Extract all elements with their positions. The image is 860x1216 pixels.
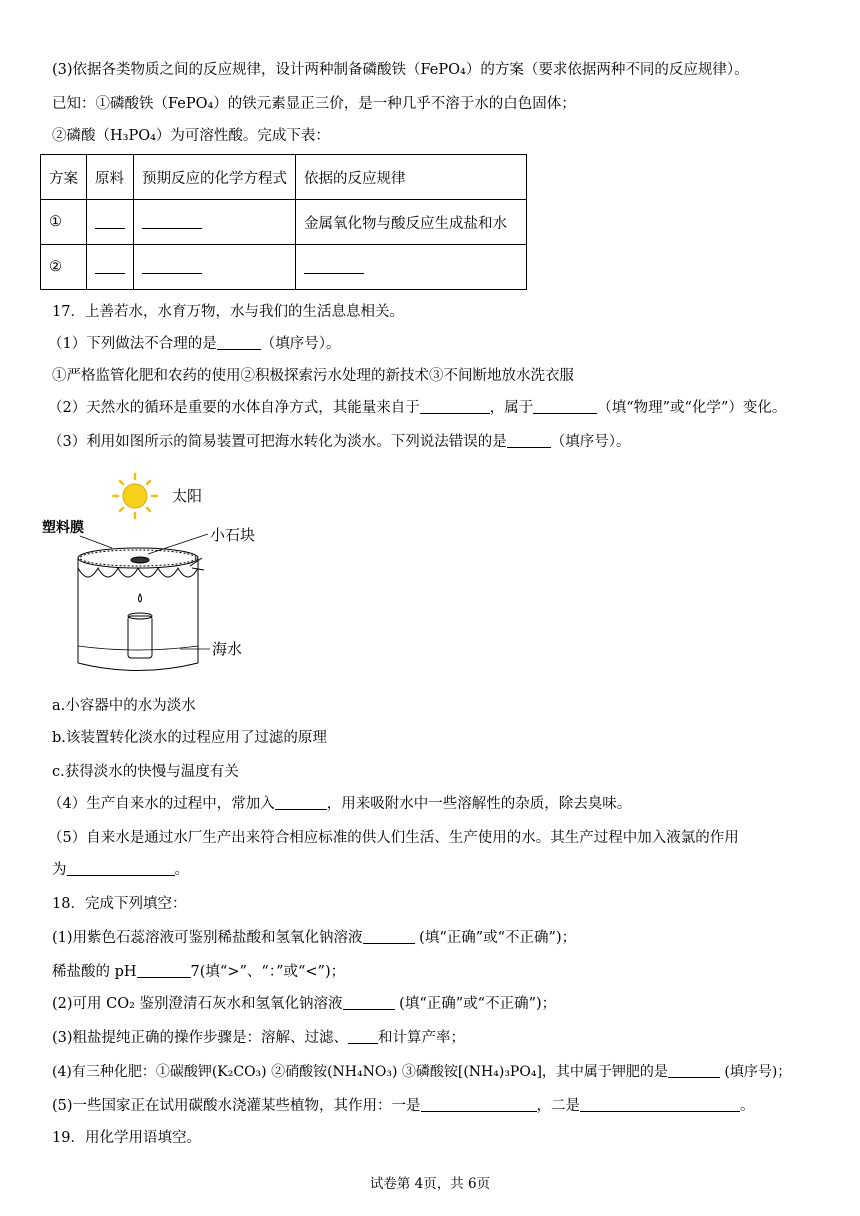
table-header-cell: 预期反应的化学方程式: [134, 155, 296, 200]
answer-blank[interactable]: [275, 795, 327, 810]
q18-part5-suffix: 。: [740, 1098, 755, 1114]
q17-part2-text: （2）天然水的循环是重要的水体自净方式，其能量来自于: [48, 400, 420, 416]
q18-part5: [52, 1096, 755, 1116]
q16-known-1: 已知：①磷酸铁（FePO₄）的铁元素显正三价，是一种几乎不溶于水的白色固体；: [52, 96, 576, 112]
table-cell-equation[interactable]: [134, 245, 296, 290]
sun-icon: [113, 474, 157, 518]
q17-title: 17．上善若水，水育万物，水与我们的生活息息相关。: [52, 304, 404, 320]
q17-part5-prefix: 为: [52, 862, 67, 878]
answer-blank[interactable]: [363, 929, 415, 944]
q17-part3: [48, 432, 630, 452]
q18-part3: [52, 1028, 465, 1048]
q18-ph-text: 稀盐酸的 pH: [52, 964, 137, 980]
q18-part1-ph: [52, 962, 345, 982]
q17-part1: [48, 334, 340, 354]
page-footer: 试卷第 4页，共 6页: [369, 1176, 491, 1192]
q17-part4: [48, 794, 631, 814]
q18-title: 18．完成下列填空：: [52, 896, 187, 912]
answer-blank[interactable]: [67, 861, 175, 876]
q18-part5-mid: ，二是: [536, 1098, 581, 1114]
scheme-table: [40, 154, 527, 290]
table-cell-material[interactable]: [87, 245, 134, 290]
answer-blank[interactable]: [137, 963, 191, 978]
answer-blank[interactable]: [142, 214, 202, 229]
q18-part4-text: (4)有三种化肥：①碳酸钾(K₂CO₃) ②硝酸铵(NH₄NO₃) ③磷酸铵[(NH₄)₃PO₄]，其中属于钾肥的是: [52, 1064, 668, 1080]
table-header-cell: 方案: [41, 155, 87, 200]
q18-part2-text: (2)可用 CO₂ 鉴别澄清石灰水和氢氧化钠溶液: [52, 996, 343, 1012]
table-cell-scheme: ①: [41, 200, 87, 245]
seawater-label: 海水: [212, 640, 243, 658]
solar-still-diagram: [40, 468, 270, 678]
q18-part4: [52, 1062, 791, 1082]
table-header-row: [41, 155, 527, 200]
table-row: [41, 245, 527, 290]
q16-known-2: ②磷酸（H₃PO₄）为可溶性酸。完成下表：: [52, 128, 330, 144]
table-header-cell: 依据的反应规律: [296, 155, 527, 200]
table-cell-rule: 金属氧化物与酸反应生成盐和水: [296, 200, 527, 245]
stone-label: 小石块: [210, 526, 256, 544]
q18-part2: [52, 994, 556, 1014]
answer-blank[interactable]: [420, 399, 490, 414]
table-row: [41, 200, 527, 245]
q17-part1-options: ①严格监管化肥和农药的使用②积极探索污水处理的新技术③不间断地放水洗衣服: [52, 368, 574, 384]
answer-blank[interactable]: [217, 335, 261, 350]
answer-blank[interactable]: [304, 259, 364, 274]
q18-part4-suffix: (填序号)；: [719, 1064, 792, 1080]
q18-part2-suffix: (填“正确”或“不正确”)；: [394, 996, 557, 1012]
q18-part1-text: (1)用紫色石蕊溶液可鉴别稀盐酸和氢氧化钠溶液: [52, 930, 363, 946]
table-cell-rule[interactable]: [296, 245, 527, 290]
table-cell-scheme: ②: [41, 245, 87, 290]
q17-part5-cont: [52, 860, 189, 880]
q18-part3-text: (3)粗盐提纯正确的操作步骤是：溶解、过滤、: [52, 1030, 349, 1046]
answer-blank[interactable]: [421, 1097, 537, 1112]
q19-title: 19．用化学用语填空。: [52, 1130, 201, 1146]
q17-part2-mid: ，属于: [489, 400, 534, 416]
answer-blank[interactable]: [580, 1097, 740, 1112]
q18-part1: [52, 928, 576, 948]
answer-blank[interactable]: [348, 1029, 378, 1044]
table-cell-material[interactable]: [87, 200, 134, 245]
q17-part1-text: （1）下列做法不合理的是: [48, 336, 217, 352]
q16-part3-line: (3)依据各类物质之间的反应规律，设计两种制备磷酸铁（FePO₄）的方案（要求依据两种不同的反应规律）。: [52, 62, 749, 78]
answer-blank[interactable]: [533, 399, 597, 414]
answer-blank[interactable]: [507, 433, 551, 448]
q18-part1-suffix: (填“正确”或“不正确”)；: [414, 930, 577, 946]
q17-part3-text: （3）利用如图所示的简易装置可把海水转化为淡水。下列说法错误的是: [48, 434, 507, 450]
film-label: 塑料膜: [42, 520, 84, 536]
q17-part4-text: （4）生产自来水的过程中，常加入: [48, 796, 275, 812]
q17-option-c: c.获得淡水的快慢与温度有关: [52, 764, 239, 780]
answer-blank[interactable]: [668, 1063, 720, 1078]
answer-blank[interactable]: [95, 259, 125, 274]
q17-part3-suffix: （填序号）。: [550, 434, 631, 450]
q17-part4-suffix: ，用来吸附水中一些溶解性的杂质，除去臭味。: [326, 796, 632, 812]
q18-part5-text: (5)一些国家正在试用碳酸水浇灌某些植物，其作用：一是: [52, 1098, 421, 1114]
sun-label: 太阳: [172, 487, 203, 505]
q18-part3-suffix: 和计算产率；: [378, 1030, 466, 1046]
answer-blank[interactable]: [95, 214, 125, 229]
container-icon: [78, 548, 204, 671]
q17-part5-suffix: 。: [174, 862, 189, 878]
q17-part2-suffix: （填“物理”或“化学”）变化。: [597, 400, 787, 416]
table-header-cell: 原料: [87, 155, 134, 200]
q18-ph-suffix: 7(填“>”、“：”或“<”)；: [190, 964, 346, 980]
q17-part5: （5）自来水是通过水厂生产出来符合相应标准的供人们生活、生产使用的水。其生产过程中加入液氯的作用: [48, 830, 739, 846]
q17-part2: [48, 398, 786, 418]
table-cell-equation[interactable]: [134, 200, 296, 245]
q17-option-a: a.小容器中的水为淡水: [52, 698, 196, 714]
q17-option-b: b.该装置转化淡水的过程应用了过滤的原理: [52, 730, 327, 746]
q17-part1-suffix: （填序号）。: [260, 336, 341, 352]
answer-blank[interactable]: [343, 995, 395, 1010]
answer-blank[interactable]: [142, 259, 202, 274]
